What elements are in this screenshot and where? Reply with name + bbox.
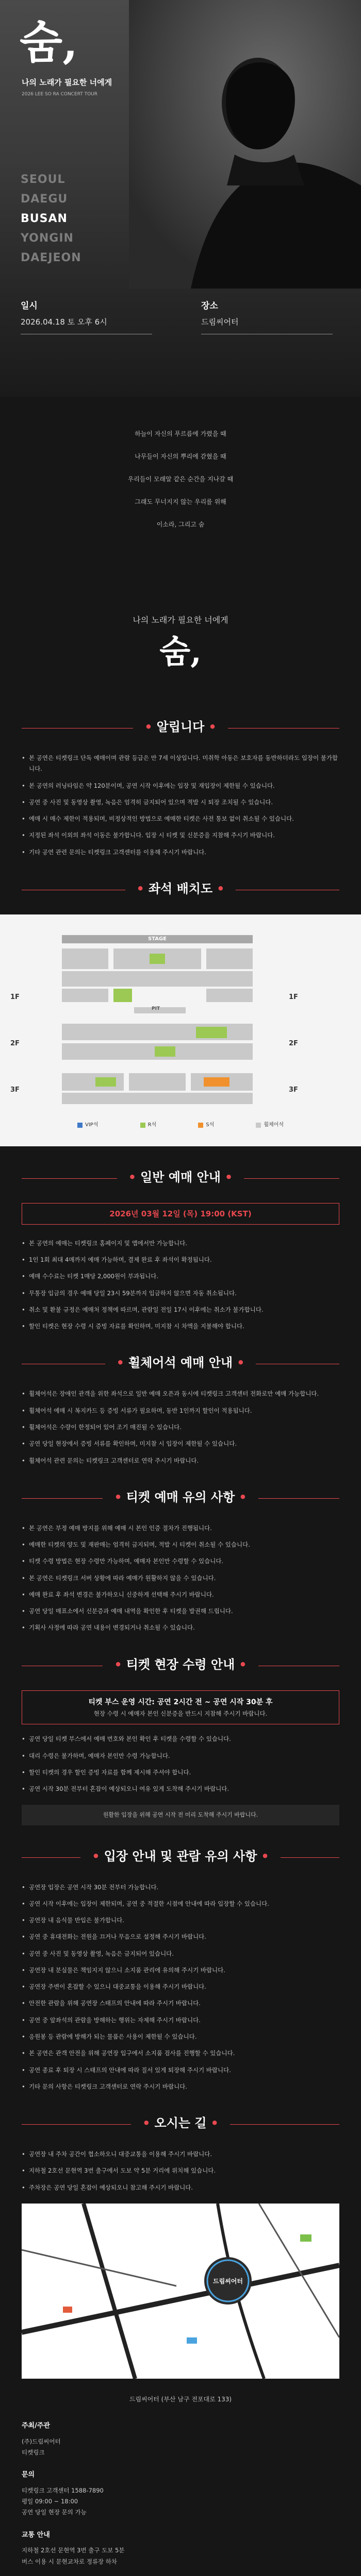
list-item: • 기타 문의 사항은 티켓링크 고객센터로 연락 주시기 바랍니다.: [22, 2081, 339, 2092]
section-title: 알립니다: [156, 720, 205, 734]
contact-line: 티켓링크 고객센터 1588-7890: [22, 2486, 104, 2494]
transport-group: [22, 2530, 339, 2567]
poem-section: [0, 397, 361, 551]
notice-section: [0, 717, 361, 858]
list-item: • 공연 중 사진 및 동영상 촬영, 녹음은 금지되어 있습니다.: [22, 1948, 339, 1959]
seat-block: [62, 948, 108, 969]
legend-swatch: [77, 1123, 83, 1128]
list-item: • 공연 중 사진 및 동영상 촬영, 녹음은 엄격히 금지되어 있으며 적발 시 퇴장 조치될 수 있습니다.: [22, 797, 339, 808]
seat-block: [206, 989, 253, 1002]
legend-swatch: [140, 1123, 145, 1128]
list-item: • 본 공연은 티켓링크 단독 예매이며 관람 등급은 만 7세 이상입니다. 미취학 아동은 보호자를 동반하더라도 입장이 불가합니다.: [22, 753, 339, 775]
list-item: • 공연 시작 이후에는 입장이 제한되며, 공연 중 적절한 시점에 안내에 따라 입장할 수 있습니다.: [22, 1899, 339, 1909]
list-item: • 1인 1회 최대 4매까지 예매 가능하며, 결제 완료 후 좌석이 확정됩니다.: [22, 1255, 339, 1265]
date-value: 2026.04.18 토 오후 6시: [21, 317, 107, 327]
map-address: 드림씨어터 (부산 남구 전포대로 133): [129, 2395, 232, 2403]
seat-block: [113, 989, 132, 1002]
seatmap-section: [0, 878, 361, 899]
list-item: • 공연장 내 주차 공간이 협소하오니 대중교통을 이용해 주시기 바랍니다.: [22, 2149, 339, 2160]
list-item: • 공연장 주변이 혼잡할 수 있으니 대중교통을 이용해 주시기 바랍니다.: [22, 1981, 339, 1992]
list-item: • 공연 당일 티켓 부스에서 예매 번호와 본인 확인 후 티켓을 수령할 수 있습니다.: [22, 1734, 339, 1744]
onsite-tip: 원활한 입장을 위해 공연 시작 전 미리 도착해 주시기 바랍니다.: [22, 1805, 339, 1825]
venue-value: 드림씨어터: [201, 317, 239, 327]
host-line: 티켓링크: [22, 2448, 45, 2456]
list-item: • 티켓 수령 방법은 현장 수령만 가능하며, 예매자 본인만 수령할 수 있습니다.: [22, 1556, 339, 1567]
contact-label: 문의: [22, 2471, 35, 2479]
section-header: • 일반 예매 안내 •: [22, 1167, 339, 1188]
booking-date: 2026년 03월 12일 (목) 19:00 (KST): [109, 1209, 252, 1218]
list-item: • 공연장 입장은 공연 시작 30분 전부터 가능합니다.: [22, 1882, 339, 1893]
section-title: 일반 예매 안내: [140, 1170, 221, 1184]
directions-list: [22, 2149, 339, 2193]
floor-label: 3F: [289, 1086, 298, 1094]
list-item: • 안전한 관람을 위해 공연장 스태프의 안내에 따라 주시기 바랍니다.: [22, 1998, 339, 2009]
list-item: • 기획사 사정에 따라 공연 내용이 변경되거나 취소될 수 있습니다.: [22, 1622, 339, 1633]
onsite-box: [22, 1690, 339, 1725]
floor-label: 2F: [10, 1039, 20, 1047]
transport-label: 교통 안내: [22, 2531, 50, 2539]
legend-label: R석: [147, 1122, 157, 1128]
map-venue-label: 드림씨어터: [213, 2277, 243, 2285]
caution-list: [22, 1523, 339, 1634]
section-title: 입장 안내 및 관람 유의 사항: [104, 1849, 257, 1863]
entry-section: [0, 1846, 361, 2092]
list-item: • 공연 중 휴대전화는 전원을 끄거나 무음으로 설정해 주시기 바랍니다.: [22, 1931, 339, 1942]
city-daegu: DAEGU: [21, 193, 68, 206]
list-item: • 휠체어석은 수량이 한정되어 있어 조기 매진될 수 있습니다.: [22, 1422, 339, 1433]
pit-label: PIT: [152, 1006, 160, 1011]
seat-block: [62, 1093, 253, 1104]
seat-block: [206, 948, 253, 969]
wheelchair-list: [22, 1388, 339, 1466]
artist-photo: [129, 0, 361, 289]
list-item: • 본 공연은 부정 예매 방지를 위해 예매 시 본인 인증 절차가 진행됩니다.: [22, 1523, 339, 1534]
list-item: • 공연 시작 30분 전부터 혼잡이 예상되오니 여유 있게 도착해 주시기 바랍니다.: [22, 1784, 339, 1794]
section-header: • 휠체어석 예매 안내 •: [22, 1352, 339, 1373]
hero-title: 숨,: [20, 16, 78, 69]
list-item: • 예매 수수료는 티켓 1매당 2,000원이 부과됩니다.: [22, 1271, 339, 1282]
seat-map: [0, 914, 361, 1146]
contact-group: [22, 2469, 339, 2518]
city-yongin: YONGIN: [21, 232, 74, 245]
seat-block: [95, 1077, 116, 1087]
intro-line: 나의 노래가 필요한 너에게: [133, 615, 228, 625]
onsite-id-note: 현장 수령 시 예매자 본인 신분증을 반드시 지참해 주시기 바랍니다.: [93, 1710, 268, 1718]
poem-line: 나무들이 자신의 뿌리에 갇혔을 때: [135, 453, 226, 460]
onsite-hours: 티켓 부스 운영 시간: 공연 2시간 전 ~ 공연 시작 30분 후: [88, 1698, 273, 1706]
legend-swatch: [256, 1123, 261, 1128]
list-item: • 본 공연은 티켓링크 서버 상황에 따라 예매가 원활하지 않을 수 있습니다.: [22, 1573, 339, 1584]
contact-line: 평일 09:00 ~ 18:00: [22, 2498, 78, 2505]
poem-line: 하늘이 자신의 푸르름에 가렸을 때: [135, 430, 226, 437]
section-header: • 알립니다 •: [22, 717, 339, 737]
host-label: 주최/주관: [22, 2421, 50, 2430]
list-item: • 공연장 내 음식물 반입은 불가합니다.: [22, 1915, 339, 1926]
list-item: • 공연 중 앞좌석의 관람을 방해하는 행위는 자제해 주시기 바랍니다.: [22, 2015, 339, 2026]
onsite-list: [22, 1734, 339, 1794]
list-item: • 공연장 내 분실물은 책임지지 않으니 소지품 관리에 유의해 주시기 바랍니다.: [22, 1965, 339, 1976]
stage-label: STAGE: [62, 935, 253, 943]
list-item: • 응원봉 등 관람에 방해가 되는 물품은 사용이 제한될 수 있습니다.: [22, 2031, 339, 2042]
legend-swatch: [198, 1123, 203, 1128]
list-item: • 공연 종료 후 퇴장 시 스태프의 안내에 따라 질서 있게 퇴장해 주시기 바랍니다.: [22, 2065, 339, 2076]
list-item: • 공연 당일 매표소에서 신분증과 예매 내역을 확인한 후 티켓을 발권해 드립니다.: [22, 1606, 339, 1617]
transport-line: 버스 이용 시 문현교차로 정류장 하차: [22, 2557, 117, 2565]
hero-section: [0, 0, 361, 397]
city-busan: BUSAN: [21, 212, 68, 225]
list-item: • 휠체어석 관련 문의는 티켓링크 고객센터로 연락 주시기 바랍니다.: [22, 1455, 339, 1466]
host-line: (주)드림씨어터: [22, 2437, 61, 2445]
list-item: • 무통장 입금의 경우 예매 당일 23시 59분까지 입금하지 않으면 자동 취소됩니다.: [22, 1288, 339, 1299]
legend-label: S석: [206, 1122, 215, 1128]
section-header: • 티켓 현장 수령 안내 •: [22, 1654, 339, 1675]
seat-block: [196, 1027, 227, 1038]
floor-label: 3F: [10, 1086, 20, 1094]
seat-block: [150, 954, 165, 964]
poem-line: 이소라, 그리고 숨: [156, 521, 205, 528]
section-title: 좌석 배치도: [148, 881, 213, 896]
list-item: • 공연 당일 현장에서 증빙 서류를 확인하며, 미지참 시 입장이 제한될 수 있습니다.: [22, 1438, 339, 1449]
floor-label: 1F: [10, 993, 20, 1001]
list-item: • 취소 및 환불 규정은 예매처 정책에 따르며, 관람일 전일 17시 이후에는 취소가 불가합니다.: [22, 1304, 339, 1315]
section-title: 티켓 예매 유의 사항: [126, 1489, 235, 1504]
list-item: • 지하철 2호선 문현역 3번 출구에서 도보 약 5분 거리에 위치해 있습니다.: [22, 2165, 339, 2176]
section-header: • 입장 안내 및 관람 유의 사항 •: [22, 1846, 339, 1867]
list-item: • 본 공연의 예매는 티켓링크 홈페이지 및 앱에서만 가능합니다.: [22, 1238, 339, 1249]
caution-section: [0, 1487, 361, 1634]
city-list: [21, 170, 81, 268]
section-title: 오시는 길: [154, 2116, 207, 2131]
footer-info: [0, 2410, 361, 2567]
city-daejeon: DAEJEON: [21, 251, 81, 264]
seat-block: [155, 1046, 175, 1057]
floor-label: 2F: [289, 1039, 298, 1047]
list-item: • 주차장은 공연 당일 혼잡이 예상되오니 참고해 주시기 바랍니다.: [22, 2182, 339, 2193]
city-seoul: SEOUL: [21, 173, 65, 186]
seat-block: [62, 989, 108, 1002]
entry-list: [22, 1882, 339, 2092]
seat-block: [129, 1073, 186, 1091]
poem-line: 그래도 무너지지 않는 우리를 위해: [135, 498, 226, 505]
floor-label: 1F: [289, 993, 298, 1001]
intro-title: 숨,: [159, 633, 202, 670]
directions-section: [0, 2113, 361, 2405]
legend-label: 휠체어석: [264, 1122, 284, 1128]
venue-label: 장소: [201, 301, 218, 311]
list-item: • 기타 공연 관련 문의는 티켓링크 고객센터를 이용해 주시기 바랍니다.: [22, 847, 339, 858]
hero-subtitle: 나의 노래가 필요한 너에게: [22, 78, 112, 87]
section-header: • 좌석 배치도 •: [22, 878, 339, 899]
list-item: • 예매 완료 후 좌석 변경은 불가하오니 신중하게 선택해 주시기 바랍니다.: [22, 1589, 339, 1600]
section-title: 티켓 현장 수령 안내: [126, 1657, 235, 1672]
list-item: • 휠체어석은 장애인 관객을 위한 좌석으로 일반 예매 오픈과 동시에 티켓링크 고객센터 전화로만 예매 가능합니다.: [22, 1388, 339, 1399]
legend-label: VIP석: [85, 1122, 99, 1128]
onsite-section: [0, 1654, 361, 1825]
list-item: • 본 공연은 관객 안전을 위해 공연장 입구에서 소지품 검사를 진행할 수 있습니다.: [22, 2048, 339, 2059]
seat-legend: [77, 1121, 284, 1130]
section-title: 휠체어석 예매 안내: [128, 1355, 233, 1370]
poem-line: 우리들이 모래알 같은 순간을 지나갈 때: [127, 476, 234, 483]
wheelchair-section: [0, 1352, 361, 1466]
contact-line: 공연 당일 현장 문의 가능: [22, 2509, 87, 2516]
general-booking-section: [0, 1167, 361, 1332]
venue-map[interactable]: [22, 2204, 339, 2379]
section-header: • 오시는 길 •: [22, 2113, 339, 2133]
host-group: [22, 2420, 339, 2458]
notice-list: [22, 753, 339, 858]
list-item: • 지정된 좌석 이외의 좌석 이동은 불가합니다. 입장 시 티켓 및 신분증을 지참해 주시기 바랍니다.: [22, 830, 339, 841]
list-item: • 휠체어석 예매 시 복지카드 등 증빙 서류가 필요하며, 동반 1인까지 할인이 적용됩니다.: [22, 1405, 339, 1416]
list-item: • 예매한 티켓의 양도 및 재판매는 엄격히 금지되며, 적발 시 티켓이 취소될 수 있습니다.: [22, 1539, 339, 1550]
list-item: • 할인 티켓의 경우 할인 증빙 자료를 함께 제시해 주셔야 합니다.: [22, 1767, 339, 1778]
general-list: [22, 1238, 339, 1332]
seat-block: [204, 1077, 229, 1087]
section-header: • 티켓 예매 유의 사항 •: [22, 1487, 339, 1507]
seat-block: [62, 971, 253, 987]
map-graphic: [22, 2204, 339, 2379]
list-item: • 할인 티켓은 현장 수령 시 증빙 자료를 확인하며, 미지참 시 차액을 지불해야 합니다.: [22, 1321, 339, 1332]
date-label: 일시: [21, 301, 38, 311]
intro-section: [0, 551, 361, 696]
booking-date-box: [22, 1203, 339, 1225]
list-item: • 대리 수령은 불가하며, 예매자 본인만 수령 가능합니다.: [22, 1751, 339, 1761]
transport-line: 지하철 2호선 문현역 3번 출구 도보 5분: [22, 2547, 125, 2554]
list-item: • 본 공연의 러닝타임은 약 120분이며, 공연 시작 이후에는 입장 및 재입장이 제한될 수 있습니다.: [22, 781, 339, 791]
list-item: • 예매 시 매수 제한이 적용되며, 비정상적인 방법으로 예매한 티켓은 사전 통보 없이 취소될 수 있습니다.: [22, 814, 339, 824]
hero-subtitle-en: 2026 LEE SO RA CONCERT TOUR: [22, 92, 98, 97]
